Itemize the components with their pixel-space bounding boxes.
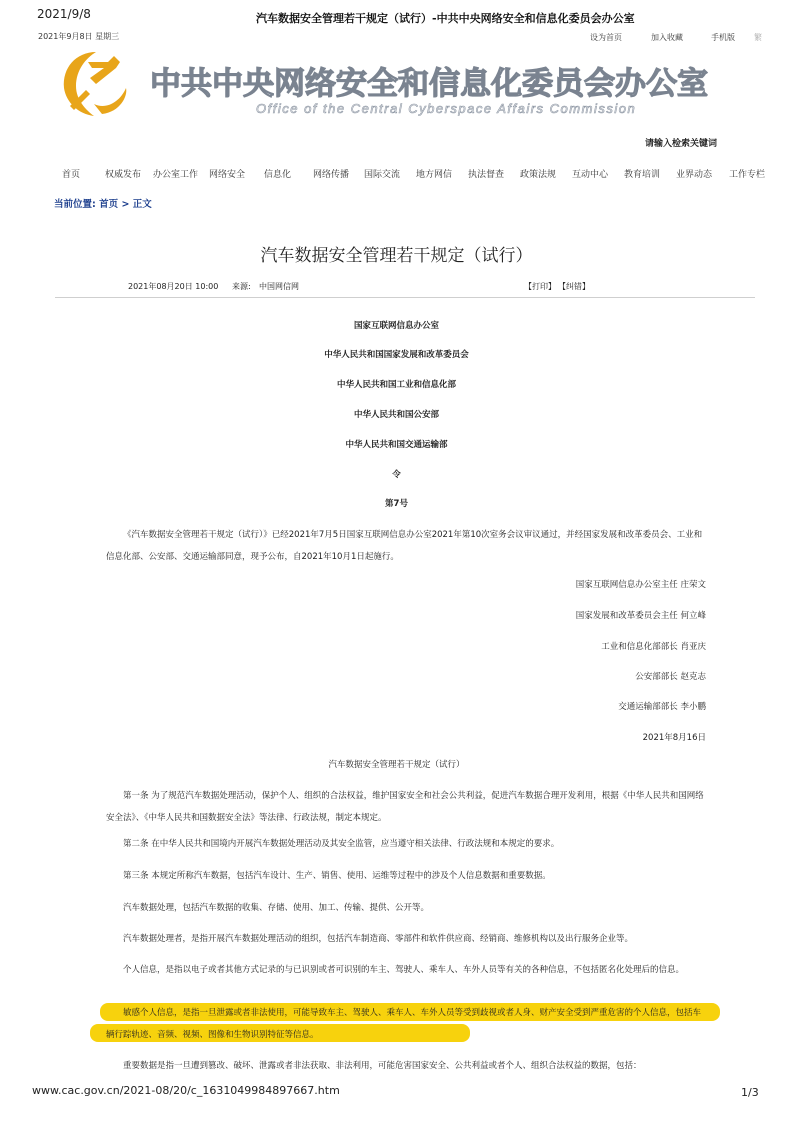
article-1: 第一条 为了规范汽车数据处理活动，保护个人、组织的合法权益，维护国家安全和社会公共利益，促进汽车数据合理开发利用，根据《中华人民共和国网络安全法》、《中华人民共和国数据安全法》等法律、行政法规，制定本规定。 <box>106 791 704 823</box>
print-button[interactable]: 【打印】 <box>524 282 556 291</box>
breadcrumb-home[interactable]: 首页 <box>99 199 119 210</box>
report-error-button[interactable]: 【纠错】 <box>558 282 590 291</box>
article-source-label: 来源: <box>232 282 251 291</box>
definition-personal-info: 个人信息，是指以电子或者其他方式记录的与已识别或者可识别的车主、驾驶人、乘车人、车外人员等有关的各种信息，不包括匿名化处理后的信息。 <box>123 965 685 975</box>
nav-item-cybersecurity[interactable]: 网络安全 <box>209 170 246 180</box>
decree-label: 令 <box>392 470 401 480</box>
nav-item-columns[interactable]: 工作专栏 <box>729 170 766 180</box>
set-homepage-link[interactable]: 设为首页 <box>590 33 622 42</box>
nav-item-local[interactable]: 地方网信 <box>416 170 453 180</box>
decree-number: 第7号 <box>385 499 408 509</box>
print-url: www.cac.gov.cn/2021-08/20/c_1631049984897667.htm <box>32 1084 340 1097</box>
definition-data-processing: 汽车数据处理，包括汽车数据的收集、存储、使用、加工、传输、提供、公开等。 <box>123 903 430 913</box>
breadcrumb-current: 正文 <box>132 199 152 210</box>
issuer-cac: 国家互联网信息办公室 <box>353 321 439 331</box>
breadcrumb-label: 当前位置: <box>54 199 96 210</box>
definition-data-processor: 汽车数据处理者，是指开展汽车数据处理活动的组织，包括汽车制造商、零部件和软件供应商、经销商、维修机构以及出行服务企业等。 <box>123 934 634 944</box>
breadcrumb <box>54 196 152 210</box>
search-input[interactable]: 请输入检索关键词 <box>645 139 718 149</box>
issuer-mot: 中华人民共和国交通运输部 <box>345 440 448 450</box>
signature-miit: 工业和信息化部部长 肖亚庆 <box>601 642 706 652</box>
nav-item-office-work[interactable]: 办公室工作 <box>153 170 199 180</box>
article-datetime: 2021年08月20日 10:00 <box>128 282 219 291</box>
mobile-version-link[interactable]: 手机版 <box>711 33 735 42</box>
nav-item-industry[interactable]: 业界动态 <box>676 170 713 180</box>
nav-item-informatization[interactable]: 信息化 <box>264 170 292 180</box>
print-page-title: 汽车数据安全管理若干规定（试行）-中共中央网络安全和信息化委员会办公室 <box>256 12 635 25</box>
issuer-ndrc: 中华人民共和国国家发展和改革委员会 <box>324 350 469 360</box>
nav-item-network-communication[interactable]: 网络传播 <box>313 170 350 180</box>
nav-item-training[interactable]: 教育培训 <box>624 170 661 180</box>
signature-date: 2021年8月16日 <box>642 733 706 743</box>
signature-cac: 国家互联网信息办公室主任 庄荣文 <box>575 580 706 590</box>
print-date: 2021/9/8 <box>37 7 91 21</box>
nav-item-home[interactable]: 首页 <box>62 170 81 180</box>
regulation-title: 汽车数据安全管理若干规定（试行） <box>328 760 465 770</box>
issuer-mps: 中华人民共和国公安部 <box>353 410 439 420</box>
article-3: 第三条 本规定所称汽车数据，包括汽车设计、生产、销售、使用、运维等过程中的涉及个人信息数据和重要数据。 <box>123 871 551 881</box>
article-source: 中国网信网 <box>259 282 299 291</box>
nav-item-policy[interactable]: 政策法规 <box>520 170 557 180</box>
print-page-number: 1/3 <box>741 1086 759 1099</box>
party-emblem-icon <box>56 44 136 124</box>
add-favorite-link[interactable]: 加入收藏 <box>651 33 683 42</box>
nav-item-international[interactable]: 国际交流 <box>364 170 401 180</box>
signature-mps: 公安部部长 赵克志 <box>635 672 706 682</box>
definition-sensitive-personal-info: 敏感个人信息，是指一旦泄露或者非法使用，可能导致车主、驾驶人、乘车人、车外人员等受到歧视或者人身、财产安全受到严重危害的个人信息，包括车辆行踪轨迹、音频、视频、图像和生物识别特征等信息。 <box>106 1008 702 1040</box>
definition-important-data: 重要数据是指一旦遭到篡改、破坏、泄露或者非法获取、非法利用，可能危害国家安全、公共利益或者个人、组织合法权益的数据，包括： <box>123 1061 642 1071</box>
signature-ndrc: 国家发展和改革委员会主任 何立峰 <box>575 611 706 621</box>
breadcrumb-separator: > <box>121 199 130 210</box>
nav-item-interaction[interactable]: 互动中心 <box>572 170 609 180</box>
site-name-chinese: 中共中央网络安全和信息化委员会办公室 <box>150 66 708 102</box>
nav-item-enforcement[interactable]: 执法督查 <box>468 170 505 180</box>
site-name-english: Office of the Central Cyberspace Affairs Commission <box>256 101 637 116</box>
intro-paragraph: 《汽车数据安全管理若干规定（试行）》已经2021年7月5日国家互联网信息办公室2021年第10次室务会议审议通过，并经国家发展和改革委员会、工业和信息化部、公安部、交通运输部同意，现予公布，自2021年10月1日起施行。 <box>106 530 703 562</box>
site-date: 2021年9月8日 星期三 <box>38 32 120 41</box>
article-2: 第二条 在中华人民共和国境内开展汽车数据处理活动及其安全监管，应当遵守相关法律、行政法规和本规定的要求。 <box>123 839 560 849</box>
issuer-miit: 中华人民共和国工业和信息化部 <box>336 380 456 390</box>
signature-mot: 交通运输部部长 李小鹏 <box>618 702 706 712</box>
traditional-chinese-link[interactable]: 繁 <box>754 33 762 42</box>
article-divider <box>55 297 755 298</box>
nav-item-authoritative[interactable]: 权威发布 <box>105 170 142 180</box>
article-title: 汽车数据安全管理若干规定（试行） <box>260 246 533 266</box>
